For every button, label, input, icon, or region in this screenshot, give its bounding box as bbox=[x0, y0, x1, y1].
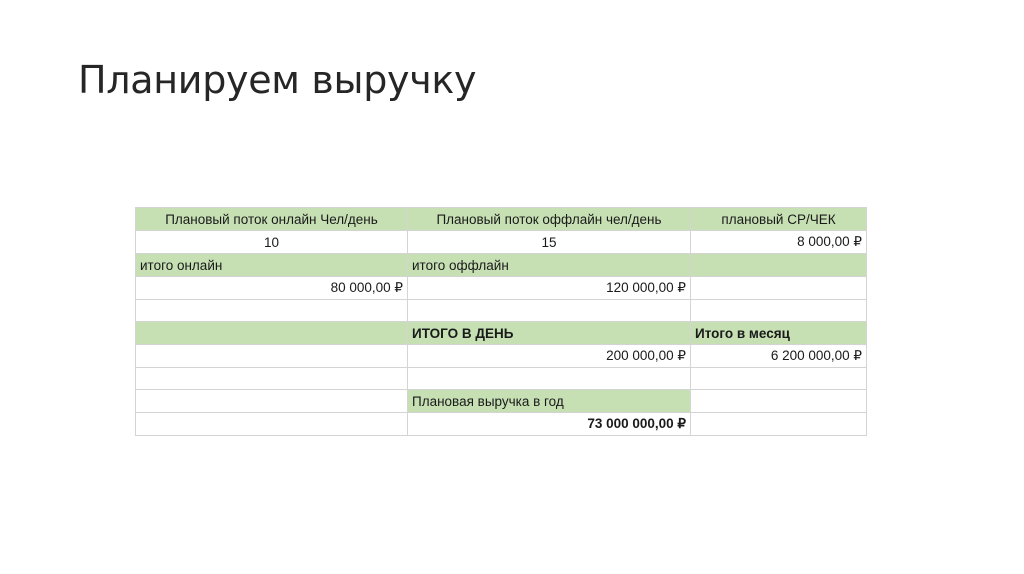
totals-label-row bbox=[136, 322, 867, 345]
offline-flow-value[interactable]: 15 bbox=[408, 231, 691, 254]
empty-cell[interactable] bbox=[136, 300, 408, 322]
total-offline-value[interactable]: 120 000,00 ₽ bbox=[408, 277, 691, 300]
spacer-row bbox=[136, 368, 867, 390]
revenue-table bbox=[135, 207, 867, 436]
empty-cell[interactable] bbox=[691, 300, 867, 322]
empty-cell[interactable] bbox=[408, 368, 691, 390]
header-online-flow[interactable]: Плановый поток онлайн Чел/день bbox=[136, 208, 408, 231]
spacer-row bbox=[136, 300, 867, 322]
total-online-label[interactable]: итого онлайн bbox=[136, 254, 408, 277]
header-row bbox=[136, 208, 867, 231]
subtotal-value-row bbox=[136, 277, 867, 300]
avg-check-value[interactable]: 8 000,00 ₽ bbox=[691, 231, 867, 254]
empty-cell[interactable] bbox=[691, 368, 867, 390]
empty-cell[interactable] bbox=[408, 300, 691, 322]
totals-value-row bbox=[136, 345, 867, 368]
empty-cell[interactable] bbox=[691, 390, 867, 413]
year-plan-value[interactable]: 73 000 000,00 ₽ bbox=[408, 413, 691, 436]
empty-cell[interactable] bbox=[136, 322, 408, 345]
input-row bbox=[136, 231, 867, 254]
total-day-value[interactable]: 200 000,00 ₽ bbox=[408, 345, 691, 368]
empty-cell[interactable] bbox=[136, 390, 408, 413]
subtotal-label-row bbox=[136, 254, 867, 277]
empty-cell[interactable] bbox=[691, 413, 867, 436]
header-avg-check[interactable]: плановый СР/ЧЕК bbox=[691, 208, 867, 231]
total-month-label[interactable]: Итого в месяц bbox=[691, 322, 867, 345]
empty-cell[interactable] bbox=[136, 413, 408, 436]
year-label-row bbox=[136, 390, 867, 413]
total-month-value[interactable]: 6 200 000,00 ₽ bbox=[691, 345, 867, 368]
total-day-label[interactable]: ИТОГО В ДЕНЬ bbox=[408, 322, 691, 345]
empty-cell[interactable] bbox=[136, 368, 408, 390]
empty-cell[interactable] bbox=[136, 345, 408, 368]
year-value-row bbox=[136, 413, 867, 436]
empty-cell[interactable] bbox=[691, 254, 867, 277]
year-plan-label[interactable]: Плановая выручка в год bbox=[408, 390, 691, 413]
empty-cell[interactable] bbox=[691, 277, 867, 300]
online-flow-value[interactable]: 10 bbox=[136, 231, 408, 254]
total-online-value[interactable]: 80 000,00 ₽ bbox=[136, 277, 408, 300]
total-offline-label[interactable]: итого оффлайн bbox=[408, 254, 691, 277]
header-offline-flow[interactable]: Плановый поток оффлайн чел/день bbox=[408, 208, 691, 231]
slide-title: Планируем выручку bbox=[78, 58, 477, 102]
